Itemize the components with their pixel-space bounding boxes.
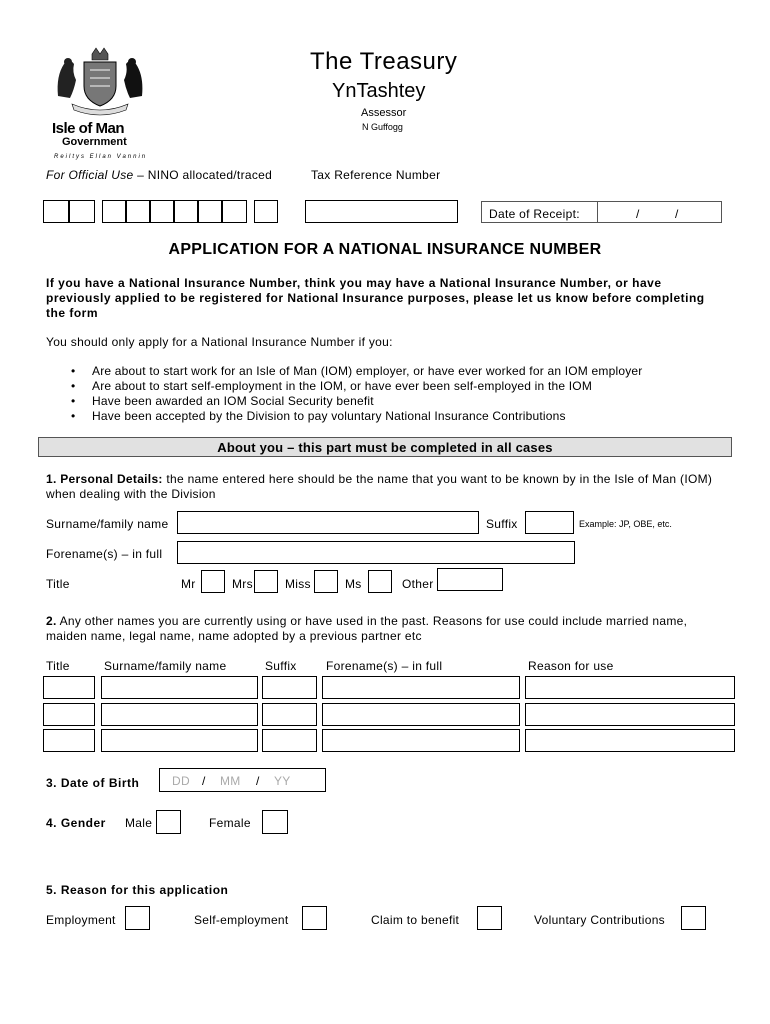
personal-details-title: 1. Personal Details: <box>46 472 163 486</box>
list-item <box>46 364 736 379</box>
nino-box-6[interactable] <box>174 200 198 223</box>
gender-label: 4. Gender <box>46 816 106 830</box>
other-suffix-input[interactable] <box>262 676 317 699</box>
tax-ref-label: Tax Reference Number <box>311 168 441 182</box>
suffix-input[interactable] <box>525 511 574 534</box>
dob-input[interactable] <box>159 768 326 792</box>
logo-sub: Government <box>62 136 127 148</box>
title-mrs-label: Mrs <box>232 577 253 591</box>
reason-voluntary-checkbox[interactable] <box>681 906 706 930</box>
bullet-icon: • <box>71 409 76 423</box>
personal-details-desc: the name entered here should be the name that you want to be known by in the Isle of Man (IOM) when dealing with the Division <box>46 472 713 501</box>
other-surname-input[interactable] <box>101 676 258 699</box>
reason-employment-label: Employment <box>46 913 116 927</box>
title-other-input[interactable] <box>437 568 503 591</box>
other-forename-input[interactable] <box>322 729 520 752</box>
suffix-example: Example: JP, OBE, etc. <box>579 519 672 529</box>
page-title: The Treasury <box>310 48 458 75</box>
date-of-receipt-box[interactable] <box>481 201 722 223</box>
logo-tagline: Reiltys Ellan Vannin <box>54 154 148 160</box>
section-banner-text: About you – this part must be completed in all cases <box>217 440 553 455</box>
title-mr-label: Mr <box>181 577 196 591</box>
forename-input[interactable] <box>177 541 575 564</box>
title-miss-label: Miss <box>285 577 311 591</box>
other-names-heading <box>46 614 730 644</box>
dob-sep-1: / <box>202 774 206 788</box>
reason-label: 5. Reason for this application <box>46 883 229 897</box>
other-reason-input[interactable] <box>525 729 735 752</box>
personal-details-heading <box>46 472 728 502</box>
list-item <box>46 379 736 394</box>
official-use-italic: For Official Use <box>46 168 134 182</box>
nino-box-4[interactable] <box>126 200 150 223</box>
other-reason-input[interactable] <box>525 703 735 726</box>
assessor-name: N Guffogg <box>362 122 403 132</box>
nino-box-5[interactable] <box>150 200 174 223</box>
title-other-label: Other <box>402 577 434 591</box>
official-use-label <box>46 168 272 182</box>
eligibility-list <box>46 364 736 424</box>
dob-yy-placeholder: YY <box>274 774 291 788</box>
government-logo <box>50 46 150 164</box>
reason-voluntary-label: Voluntary Contributions <box>534 913 665 927</box>
bullet-text: Are about to start self-employment in the IOM, or have ever been self-employed in the IOM <box>92 379 593 393</box>
list-item <box>46 394 736 409</box>
col-reason: Reason for use <box>528 659 614 673</box>
nino-box-3[interactable] <box>102 200 126 223</box>
title-ms-checkbox[interactable] <box>368 570 392 593</box>
section-banner <box>38 437 732 457</box>
nino-box-7[interactable] <box>198 200 222 223</box>
dob-label: 3. Date of Birth <box>46 776 140 790</box>
apply-if-text: You should only apply for a National Insurance Number if you: <box>46 335 393 349</box>
other-title-input[interactable] <box>43 703 95 726</box>
gender-male-label: Male <box>125 816 153 830</box>
dob-mm-placeholder: MM <box>220 774 241 788</box>
date-receipt-sep-1: / <box>636 207 640 221</box>
col-surname: Surname/family name <box>104 659 227 673</box>
other-suffix-input[interactable] <box>262 729 317 752</box>
reason-self-employment-checkbox[interactable] <box>302 906 327 930</box>
tax-ref-input[interactable] <box>305 200 458 223</box>
nino-box-1[interactable] <box>43 200 69 223</box>
reason-self-employment-label: Self-employment <box>194 913 289 927</box>
other-suffix-input[interactable] <box>262 703 317 726</box>
other-surname-input[interactable] <box>101 729 258 752</box>
other-surname-input[interactable] <box>101 703 258 726</box>
surname-label: Surname/family name <box>46 517 169 531</box>
title-mrs-checkbox[interactable] <box>254 570 278 593</box>
nino-box-2[interactable] <box>69 200 95 223</box>
bullet-icon: • <box>71 394 76 408</box>
other-names-number: 2. <box>46 614 57 628</box>
other-reason-input[interactable] <box>525 676 735 699</box>
gender-female-label: Female <box>209 816 251 830</box>
list-item <box>46 409 736 424</box>
suffix-label: Suffix <box>486 517 518 531</box>
logo-name: Isle of Man <box>52 120 125 137</box>
intro-notice: If you have a National Insurance Number, think you may have a National Insurance Number, or have previously applied to be registered for National Insurance purposes, please let us know before completing the form <box>46 276 705 320</box>
dob-sep-2: / <box>256 774 260 788</box>
reason-claim-benefit-checkbox[interactable] <box>477 906 502 930</box>
col-suffix: Suffix <box>265 659 297 673</box>
title-mr-checkbox[interactable] <box>201 570 225 593</box>
bullet-icon: • <box>71 364 76 378</box>
forename-label: Forename(s) – in full <box>46 547 163 561</box>
col-forename: Forename(s) – in full <box>326 659 443 673</box>
nino-box-9[interactable] <box>254 200 278 223</box>
bullet-text: Have been accepted by the Division to pay voluntary National Insurance Contributions <box>92 409 566 423</box>
reason-employment-checkbox[interactable] <box>125 906 150 930</box>
bullet-icon: • <box>71 379 76 393</box>
other-forename-input[interactable] <box>322 703 520 726</box>
title-ms-label: Ms <box>345 577 362 591</box>
col-title: Title <box>46 659 70 673</box>
other-title-input[interactable] <box>43 676 95 699</box>
crest-icon <box>50 46 150 120</box>
date-receipt-label: Date of Receipt: <box>489 207 580 221</box>
bullet-text: Have been awarded an IOM Social Security benefit <box>92 394 374 408</box>
title-miss-checkbox[interactable] <box>314 570 338 593</box>
official-use-rest: – NINO allocated/traced <box>133 168 273 182</box>
bullet-text: Are about to start work for an Isle of Man (IOM) employer, or have ever worked for an IOM employer <box>92 364 643 378</box>
form-title: APPLICATION FOR A NATIONAL INSURANCE NUMBER <box>168 241 602 258</box>
other-names-desc: Any other names you are currently using or have used in the past. Reasons for use could include married name, maiden name, legal name, name adopted by a previous partner etc <box>46 614 688 643</box>
page-subtitle: YnTashtey <box>332 80 426 102</box>
reason-claim-benefit-label: Claim to benefit <box>371 913 460 927</box>
gender-male-checkbox[interactable] <box>156 810 181 834</box>
assessor-label: Assessor <box>361 107 407 119</box>
nino-box-8[interactable] <box>222 200 247 223</box>
date-receipt-sep-2: / <box>675 207 679 221</box>
date-receipt-divider <box>597 202 598 222</box>
other-forename-input[interactable] <box>322 676 520 699</box>
other-title-input[interactable] <box>43 729 95 752</box>
surname-input[interactable] <box>177 511 479 534</box>
title-label: Title <box>46 577 70 591</box>
dob-dd-placeholder: DD <box>172 774 190 788</box>
gender-female-checkbox[interactable] <box>262 810 288 834</box>
